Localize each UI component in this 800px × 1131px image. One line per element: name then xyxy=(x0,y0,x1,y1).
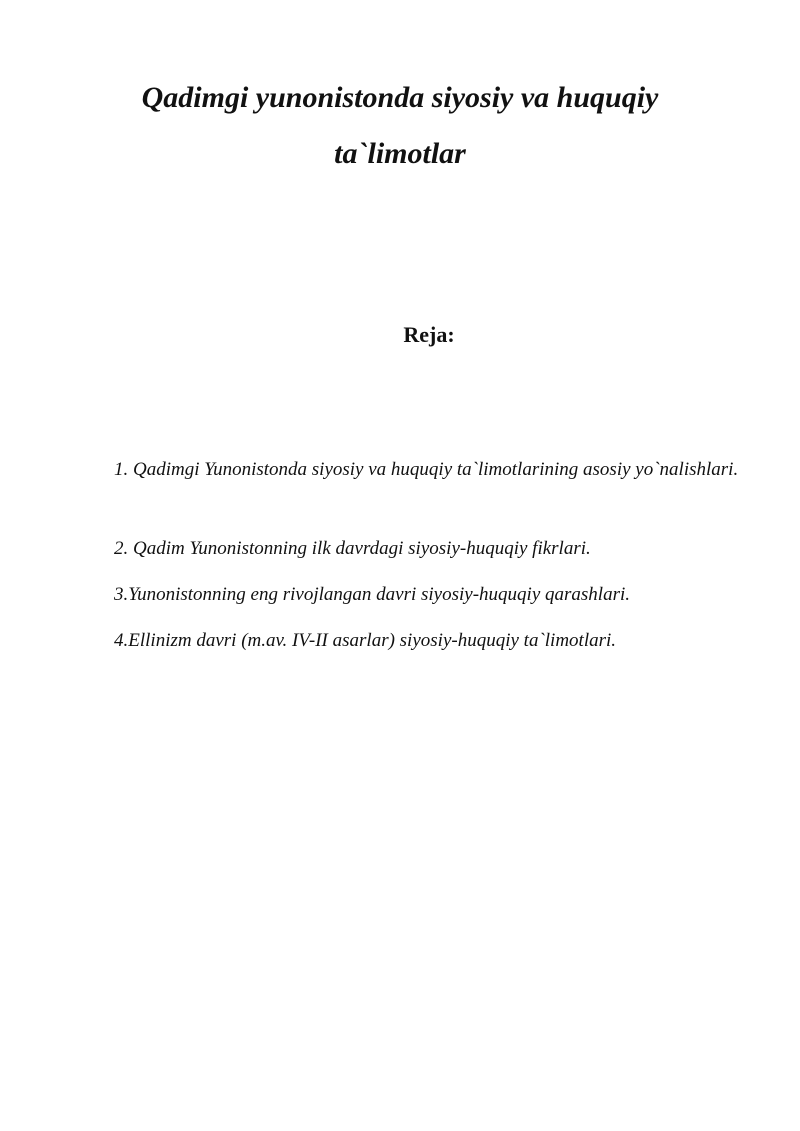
plan-item: 2. Qadim Yunonistonning ilk davrdagi siyosiy-huquqiy fikrlari. xyxy=(114,538,591,559)
document-title-line-1: Qadimgi yunonistonda siyosiy va huquqiy xyxy=(141,81,659,114)
plan-item: 3.Yunonistonning eng rivojlangan davri siyosiy-huquqiy qarashlari. xyxy=(114,584,630,605)
plan-list xyxy=(114,452,742,651)
plan-item: 4.Ellinizm davri (m.av. IV-II asarlar) siyosiy-huquqiy ta`limotlari. xyxy=(114,630,617,651)
plan-item: 1. Qadimgi Yunonistonda siyosiy va huquqiy ta`limotlarining asosiy yo`nalishlari. xyxy=(114,459,739,480)
document-title-line-2: ta`limotlar xyxy=(334,137,466,170)
plan-heading: Reja: xyxy=(403,322,455,347)
